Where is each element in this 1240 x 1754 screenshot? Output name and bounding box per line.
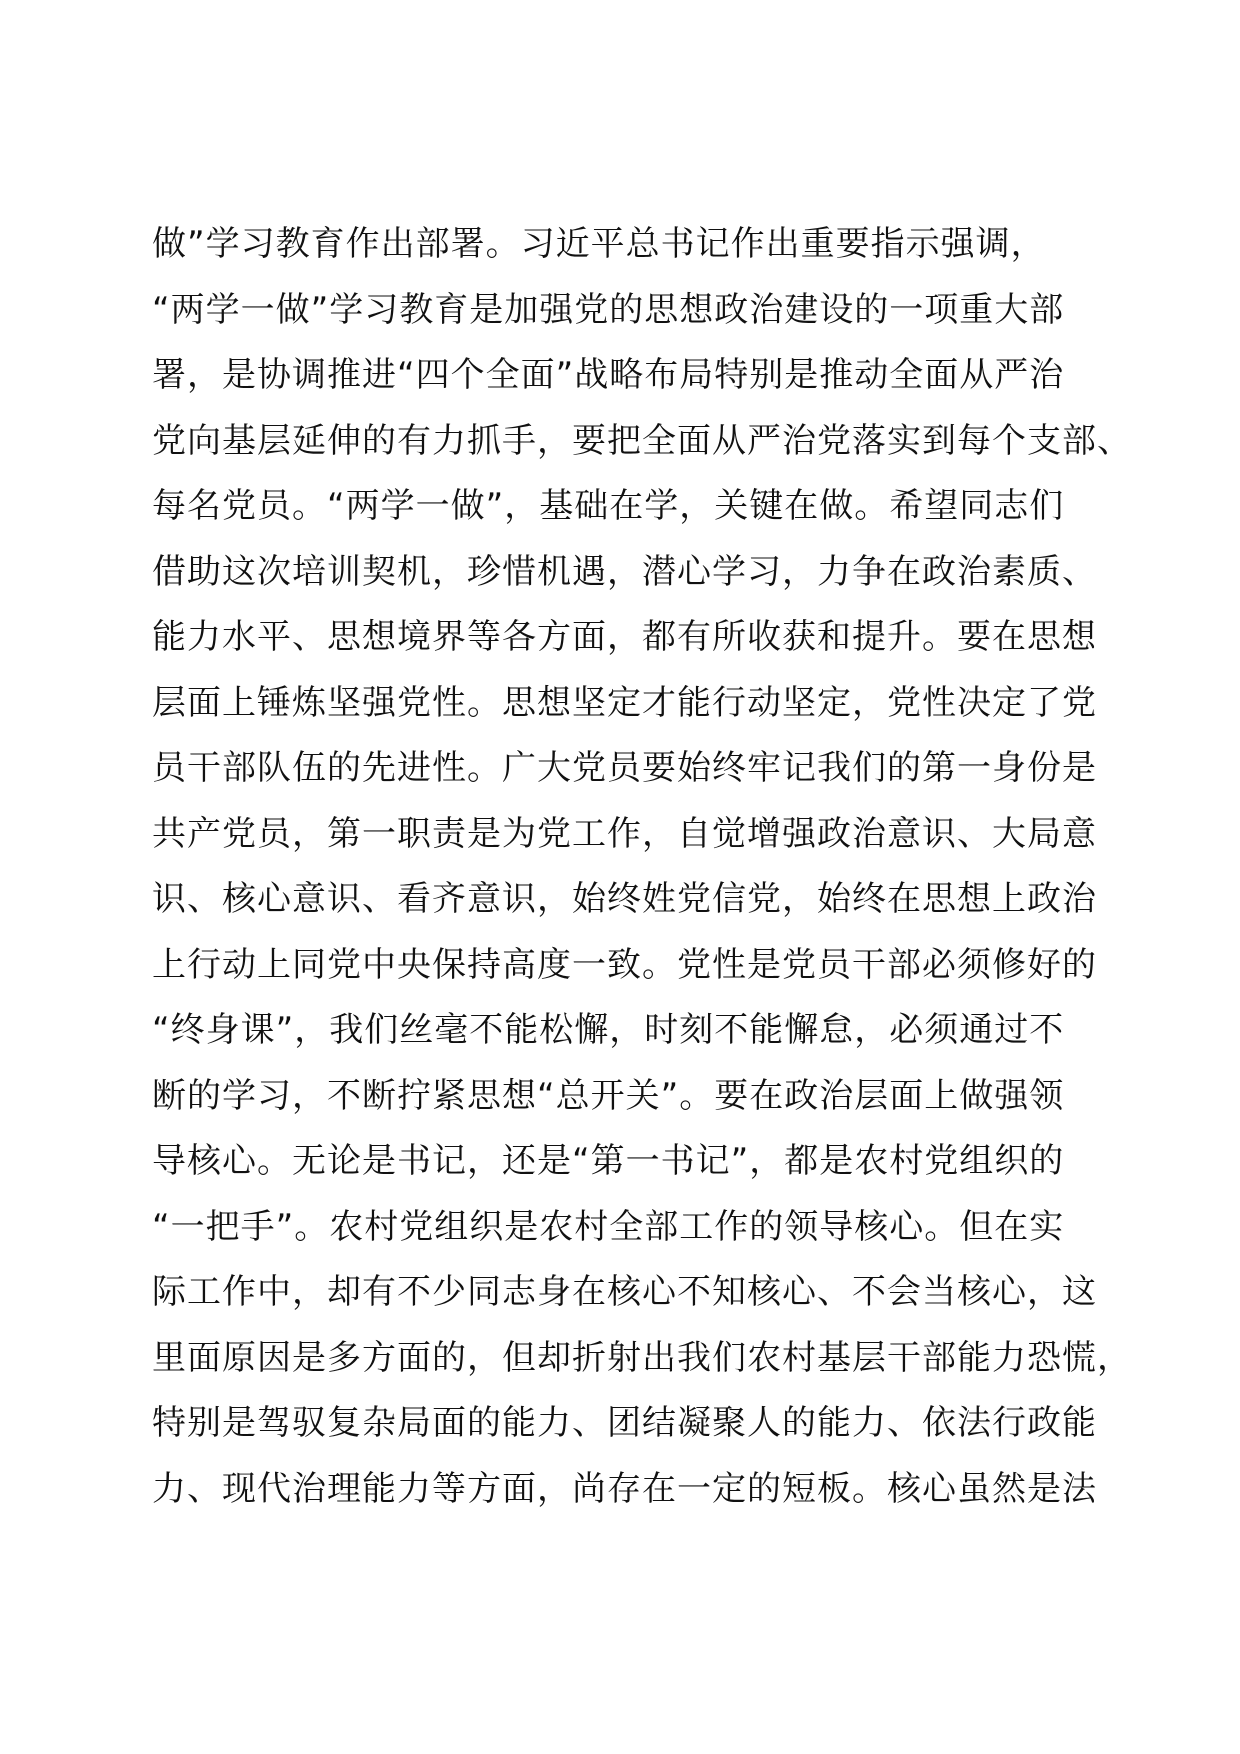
text-line: “终身课”，我们丝毫不能松懈，时刻不能懈怠，必须通过不 [152, 1010, 1065, 1050]
text-line: 每名党员。“两学一做”，基础在学，关键在做。希望同志们 [152, 486, 1065, 526]
text-line: 层面上锤炼坚强党性。思想坚定才能行动坚定，党性决定了党 [152, 682, 1097, 723]
text-line: 导核心。无论是书记，还是“第一书记”，都是农村党组织的 [152, 1141, 1065, 1181]
text-line: 识、核心意识、看齐意识，始终姓党信党，始终在思想上政治 [152, 879, 1097, 919]
text-line: 断的学习，不断拧紧思想“总开关”。要在政治层面上做强领 [152, 1075, 1065, 1116]
text-line: 借助这次培训契机，珍惜机遇，潜心学习，力争在政治素质、 [152, 551, 1097, 592]
text-line: 员干部队伍的先进性。广大党员要始终牢记我们的第一身份是 [152, 748, 1097, 788]
text-line: 署，是协调推进“四个全面”战略布局特别是推动全面从严治 [152, 355, 1065, 395]
text-line: “一把手”。农村党组织是农村全部工作的领导核心。但在实 [152, 1206, 1065, 1247]
text-line: 做”学习教育作出部署。习近平总书记作出重要指示强调， [152, 224, 1046, 264]
text-line: 特别是驾驭复杂局面的能力、团结凝聚人的能力、依法行政能 [152, 1403, 1097, 1443]
text-line: 共产党员，第一职责是为党工作，自觉增强政治意识、大局意 [152, 813, 1097, 854]
text-line: “两学一做”学习教育是加强党的思想政治建设的一项重大部 [152, 289, 1065, 330]
text-line: 能力水平、思想境界等各方面，都有所收获和提升。要在思想 [152, 617, 1097, 657]
text-line: 里面原因是多方面的，但却折射出我们农村基层干部能力恐慌， [152, 1337, 1132, 1378]
text-line: 际工作中，却有不少同志身在核心不知核心、不会当核心，这 [152, 1272, 1097, 1312]
text-line: 力、现代治理能力等方面，尚存在一定的短板。核心虽然是法 [152, 1468, 1097, 1509]
text-line: 上行动上同党中央保持高度一致。党性是党员干部必须修好的 [152, 944, 1097, 985]
body-paragraph [152, 212, 1132, 1522]
text-line: 党向基层延伸的有力抓手，要把全面从严治党落实到每个支部、 [152, 420, 1132, 461]
